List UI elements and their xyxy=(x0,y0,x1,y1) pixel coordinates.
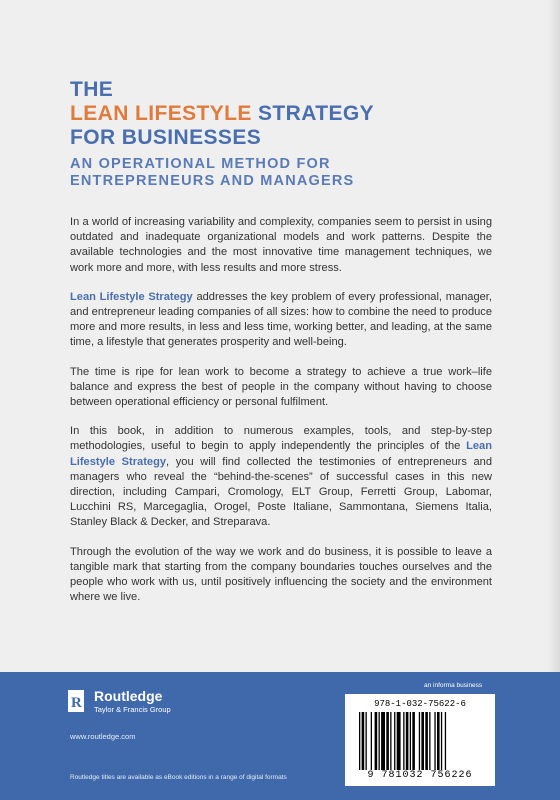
title-line-1: THE xyxy=(70,78,114,101)
isbn-bottom-text: 9 781032 756226 xyxy=(367,770,473,781)
publisher-footer xyxy=(0,672,560,800)
blurb xyxy=(70,215,492,619)
subtitle xyxy=(70,156,530,190)
title-line-2-rest: STRATEGY xyxy=(251,102,374,125)
paragraph-4-text: , you will find collected the testimonies of entrepreneurs and managers who reveal the “behind-the-scenes” of successful cases in this new direction, including Campari, Cromology, ELT Group, Ferretti Group, Labomar, Lucchini RS, Marcegaglia, Orogel, Poste Italiane, Sammontana, Siemens Italia, Stanley Black & Decker, and Streparava. xyxy=(70,455,493,529)
subtitle-line-1: AN OPERATIONAL METHOD FOR xyxy=(70,156,331,172)
publisher-name: Routledge xyxy=(94,688,163,704)
spine-shadow xyxy=(548,0,560,680)
paragraph-2-highlight: Lean Lifestyle Strategy xyxy=(70,290,193,303)
paragraph-4-highlight: Lean Lifestyle Strategy xyxy=(70,440,492,468)
subtitle-line-2: ENTREPRENEURS AND MANAGERS xyxy=(70,173,355,189)
publisher-url: www.routledge.com xyxy=(70,732,136,741)
isbn-top-text: 978-1-032-75622-6 xyxy=(374,699,466,709)
title-block xyxy=(70,78,530,190)
paragraph-1: In a world of increasing variability and complexity, companies seem to persist in using outdated and inadequate organizational models and work patterns. Despite the available technologies and the most innovative time management techniques, we work more and more, with less results and more stress. xyxy=(70,216,492,274)
title-highlight: LEAN LIFESTYLE xyxy=(70,102,252,125)
publisher-group: Taylor & Francis Group xyxy=(94,705,171,714)
isbn-barcode xyxy=(345,694,495,786)
ebook-note: Routledge titles are available as eBook editions in a range of digital formats xyxy=(70,774,287,781)
paragraph-5: Through the evolution of the way we work and do business, it is possible to leave a tangible mark that starting from the company boundaries touches ourselves and the people who work with us, until positively influencing the society and the environment where we live. xyxy=(70,545,492,604)
informa-label: an informa business xyxy=(424,682,483,689)
svg-text:R: R xyxy=(71,695,82,711)
paragraph-2 xyxy=(70,290,492,351)
title-line-3: FOR BUSINESSES xyxy=(70,126,262,149)
paragraph-4-start: In this book, in addition to numerous examples, tools, and step-by-step methodologies, useful to begin to apply independently the principles of the xyxy=(70,425,492,453)
paragraph-2-text: addresses the key problem of every professional, manager, and entrepreneur leading companies of all sizes: how to combine the need to produce more and more results, in less and less time, working better, and leading, at the same time, a lifestyle that generates prosperity and well-being. xyxy=(70,290,492,349)
routledge-logo-icon xyxy=(68,690,84,712)
paragraph-3: The time is ripe for lean work to become a strategy to achieve a true work–life balance and express the best of people in the company without having to choose between operational efficiency or personal fulfilment. xyxy=(70,365,492,409)
paragraph-4 xyxy=(70,424,492,530)
barcode-bars xyxy=(359,712,481,770)
title-line-2 xyxy=(70,102,530,126)
